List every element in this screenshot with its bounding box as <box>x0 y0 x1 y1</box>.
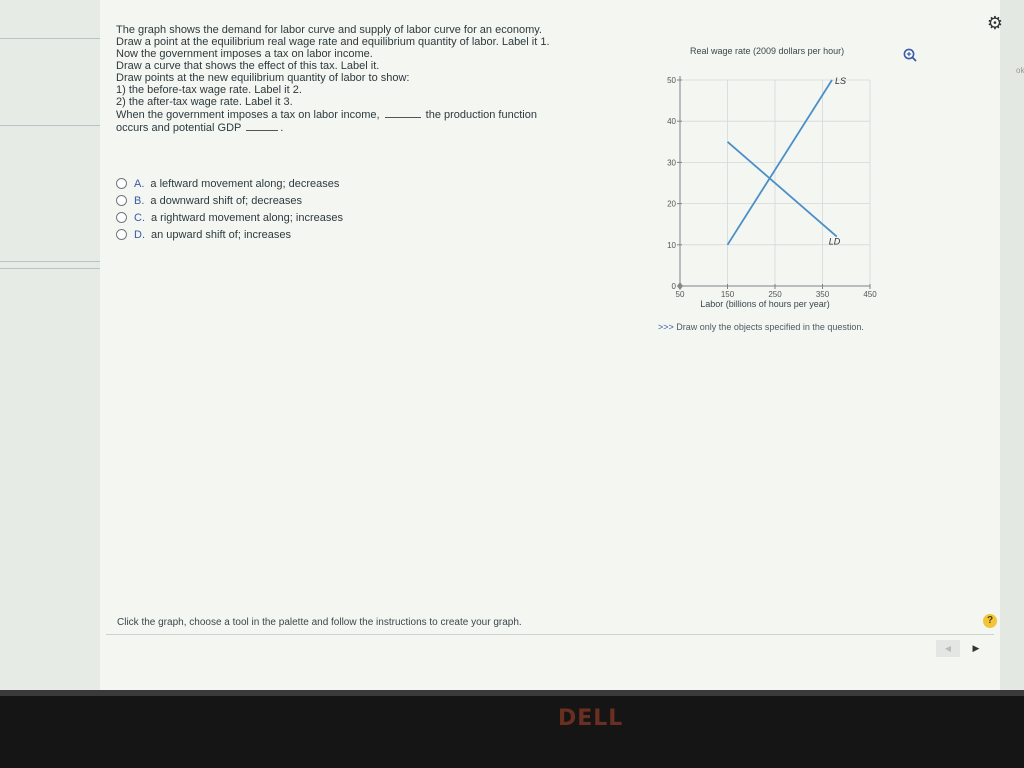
y-axis-label: Real wage rate (2009 dollars per hour) <box>690 46 845 56</box>
graph-area[interactable] <box>638 28 968 348</box>
edge-text: ok <box>1016 66 1024 75</box>
x-tick-label: 150 <box>720 290 735 299</box>
prev-arrow-icon[interactable]: ◀ <box>936 640 960 657</box>
help-button[interactable]: ? <box>983 614 997 628</box>
prompt-part2: the production function <box>425 109 537 121</box>
option-letter: D. <box>134 228 145 241</box>
option-text: an upward shift of; increases <box>151 228 292 241</box>
option-text: a downward shift of; decreases <box>150 194 303 207</box>
option-text: a rightward movement along; increases <box>151 211 343 224</box>
question-line: 2) the after-tax wage rate. Label it 3. <box>116 96 293 108</box>
footer-divider <box>106 634 994 635</box>
prompt-part3: occurs and potential GDP <box>116 122 242 134</box>
x-tick-label: 250 <box>768 290 782 299</box>
note-text: Draw only the objects specified in the question. <box>676 322 864 332</box>
labor-market-graph[interactable] <box>638 28 968 328</box>
option-letter: B. <box>134 194 145 207</box>
footer-bar <box>106 600 994 662</box>
left-background-window <box>0 0 100 690</box>
y-tick-label: 0 <box>671 282 676 291</box>
x-tick-label: 50 <box>675 290 685 299</box>
question-line: 1) the before-tax wage rate. Label it 2. <box>116 84 302 96</box>
graph-instruction: Click the graph, choose a tool in the palette and follow the instructions to create your graph. <box>117 617 522 628</box>
gear-icon[interactable]: ⚙ <box>986 13 1004 33</box>
radio-button[interactable] <box>116 178 127 189</box>
x-axis-label: Labor (billions of hours per year) <box>700 299 830 309</box>
y-tick-label: 50 <box>667 76 676 85</box>
next-arrow-icon[interactable]: ▶ <box>972 643 980 653</box>
bezel-trim <box>0 690 1024 696</box>
fill-in-prompt <box>116 108 576 121</box>
answer-options <box>116 175 343 243</box>
prompt-end: . <box>280 122 284 134</box>
option-letter: C. <box>134 211 145 224</box>
radio-button[interactable] <box>116 195 127 206</box>
x-tick-label: 350 <box>815 290 830 299</box>
curve-label-ls: LS <box>835 76 847 86</box>
question-line: Draw a curve that shows the effect of this tax. Label it. <box>116 60 380 72</box>
radio-button[interactable] <box>116 212 127 223</box>
y-tick-label: 30 <box>667 158 676 168</box>
y-tick-label: 10 <box>667 240 676 250</box>
option-d[interactable] <box>116 226 343 243</box>
question-panel <box>100 0 1004 690</box>
graph-note <box>658 322 864 332</box>
option-a[interactable] <box>116 175 343 192</box>
question-text <box>116 24 576 134</box>
origin-marker <box>677 282 683 290</box>
prompt-part1: When the government imposes a tax on labor income, <box>116 109 380 121</box>
answer-blank-1[interactable] <box>385 108 421 118</box>
curve-ld <box>728 142 837 237</box>
option-letter: A. <box>134 177 145 190</box>
question-line: Now the government imposes a tax on labor income. <box>116 48 373 60</box>
question-line: Draw a point at the equilibrium real wage rate and equilibrium quantity of labor. Label it 1. <box>116 36 550 48</box>
y-tick-label: 20 <box>667 199 676 209</box>
note-arrows: >>> <box>658 322 674 332</box>
question-line: The graph shows the demand for labor curve and supply of labor curve for an economy. <box>116 24 542 36</box>
x-tick-label: 450 <box>863 290 877 299</box>
y-tick-label: 40 <box>667 117 676 127</box>
curve-label-ld: LD <box>828 236 841 247</box>
radio-button[interactable] <box>116 229 127 240</box>
zoom-in-icon[interactable] <box>903 48 917 62</box>
monitor-logo: DELL <box>558 706 624 731</box>
question-line: Draw points at the new equilibrium quantity of labor to show: <box>116 72 410 84</box>
fill-in-prompt-cont <box>116 121 576 134</box>
monitor-bezel <box>0 690 1024 768</box>
option-b[interactable] <box>116 192 343 209</box>
option-text: a leftward movement along; decreases <box>150 177 340 190</box>
option-c[interactable] <box>116 209 343 226</box>
answer-blank-2[interactable] <box>246 121 278 131</box>
right-background-window <box>1000 0 1024 690</box>
